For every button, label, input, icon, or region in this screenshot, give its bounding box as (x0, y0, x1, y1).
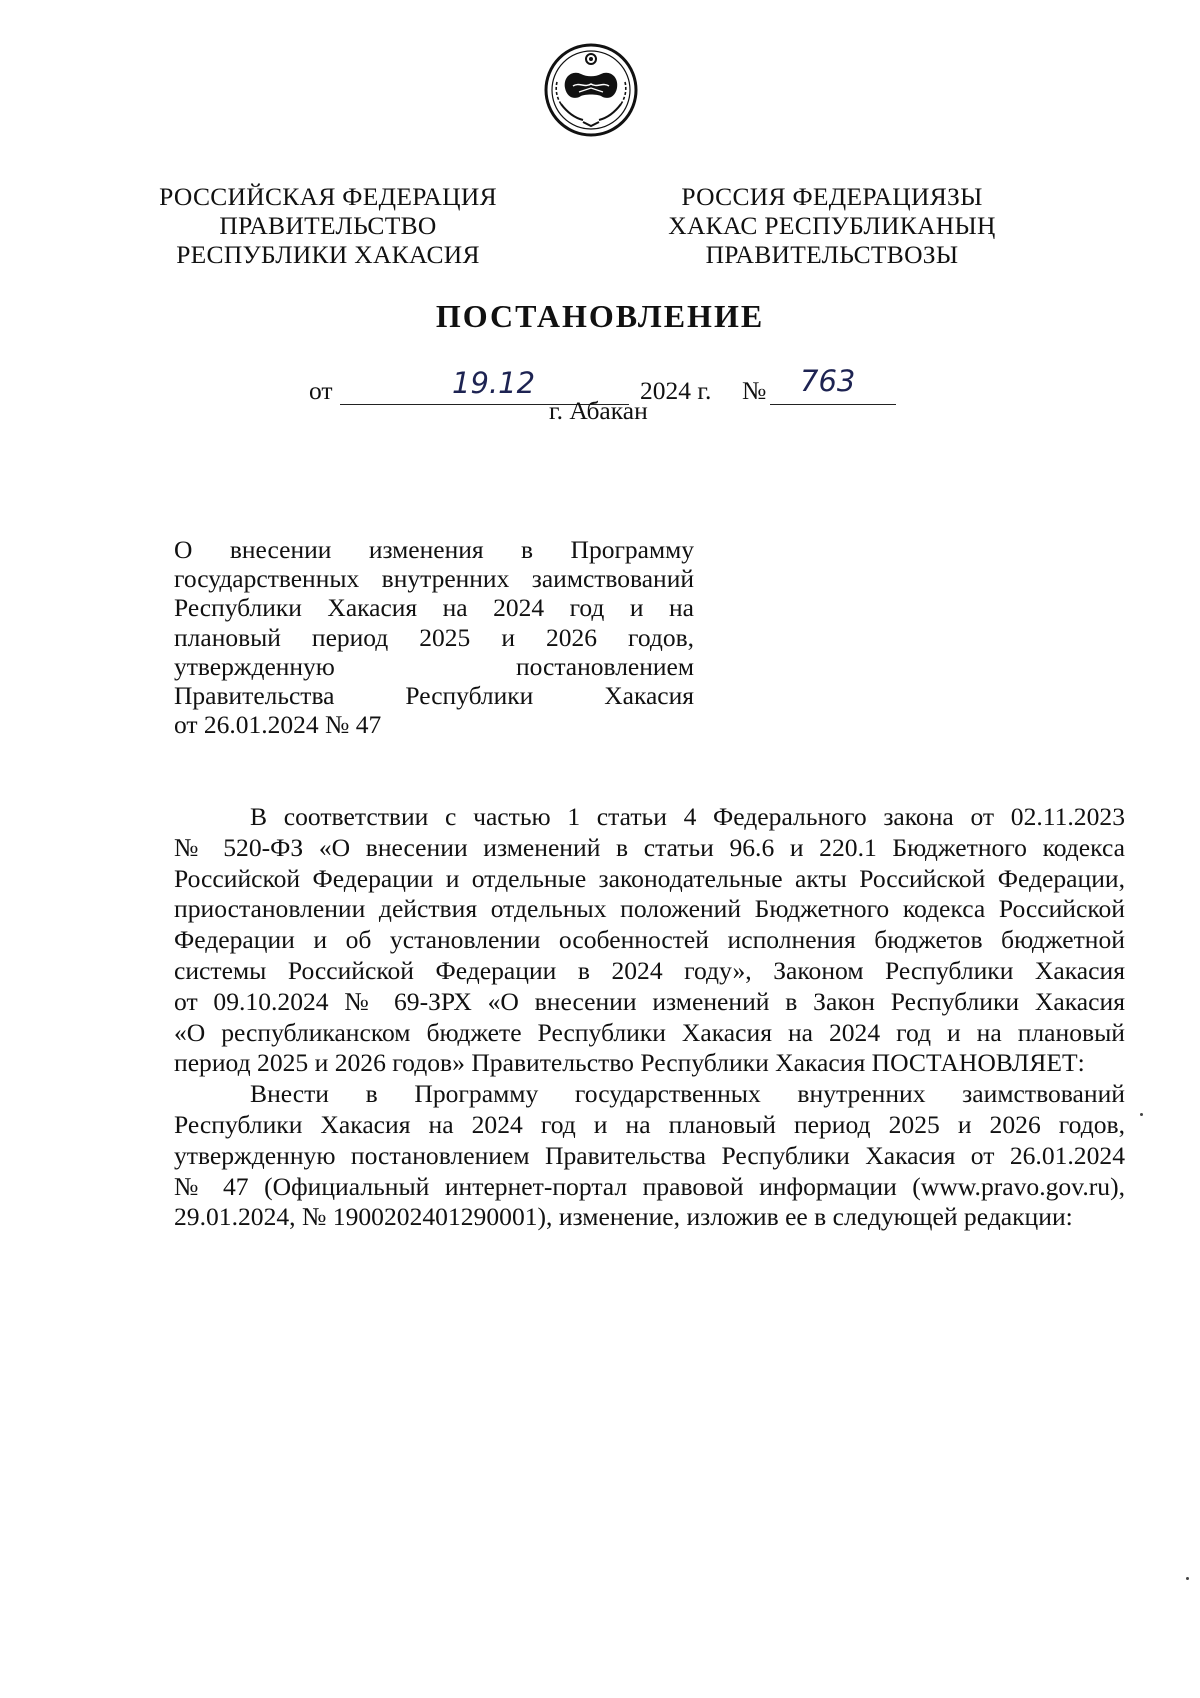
header-right-line: ХАКАС РЕСПУБЛИКАНЫҢ (668, 211, 996, 240)
body-line: от 09.10.2024 № 69-ЗРХ «О внесении изменений в Закон Республики Хакасия (174, 986, 1125, 1016)
date-year: 2024 г. (640, 376, 712, 405)
body-line: Внести в Программу государственных внутренних заимствований (250, 1079, 1125, 1109)
subject-line: от 26.01.2024 № 47 (174, 710, 382, 740)
body-line: «О республиканском бюджете Республики Хакасия на 2024 год и на плановый (174, 1017, 1125, 1047)
number-label: № (742, 376, 767, 405)
header-right-line: РОССИЯ ФЕДЕРАЦИЯЗЫ (681, 182, 983, 211)
handwritten-number: 763 (800, 364, 856, 398)
body-line: № 520-ФЗ «О внесении изменений в статьи 96.6 и 220.1 Бюджетного кодекса (174, 832, 1125, 862)
body-line: 29.01.2024, № 1900202401290001), изменение, изложив ее в следующей редакции: (174, 1202, 1073, 1232)
body-line: Российской Федерации и отдельные законодательные акты Российской Федерации, (174, 863, 1125, 893)
subject-line: государственных внутренних заимствований (174, 564, 694, 594)
header-left-line: РОССИЙСКАЯ ФЕДЕРАЦИЯ (159, 182, 497, 211)
header-left-block (148, 182, 508, 269)
scan-speck (1140, 1113, 1143, 1116)
city-name: г. Абакан (549, 396, 648, 425)
subject-line: утвержденную постановлением (174, 651, 694, 681)
body-line: период 2025 и 2026 годов» Правительство Республики Хакасия ПОСТАНОВЛЯЕТ: (174, 1048, 1085, 1078)
body-line: В соответствии с частью 1 статьи 4 Федерального закона от 02.11.2023 (250, 802, 1125, 831)
body-line: утвержденную постановлением Правительства Республики Хакасия от 26.01.2024 (174, 1140, 1125, 1170)
body-line: Федерации и об установлении особенностей исполнения бюджетов бюджетной (174, 925, 1125, 955)
document-title: ПОСТАНОВЛЕНИЕ (435, 298, 765, 334)
date-prefix: от (309, 376, 333, 405)
body-line: системы Российской Федерации в 2024 году», Законом Республики Хакасия (174, 955, 1125, 985)
subject-line: плановый период 2025 и 2026 годов, (174, 622, 694, 652)
header-left-line: ПРАВИТЕЛЬСТВО (219, 211, 437, 240)
subject-line: Правительства Республики Хакасия (174, 681, 694, 711)
document-subject (174, 535, 694, 739)
document-body (174, 802, 1125, 1233)
header-left-line: РЕСПУБЛИКИ ХАКАСИЯ (176, 240, 480, 269)
header-right-line: ПРАВИТЕЛЬСТВОЗЫ (705, 240, 959, 269)
subject-line: Республики Хакасия на 2024 год и на (174, 593, 694, 623)
body-line: № 47 (Официальный интернет-портал правовой информации (www.pravo.gov.ru), (174, 1171, 1125, 1201)
coat-of-arms-icon (543, 42, 639, 138)
subject-line: О внесении изменения в Программу (174, 535, 694, 564)
body-line: Республики Хакасия на 2024 год и на плановый период 2025 и 2026 годов, (174, 1109, 1125, 1139)
scan-speck (1186, 1577, 1189, 1580)
handwritten-date: 19.12 (452, 366, 536, 400)
body-line: приостановлении действия отдельных положений Бюджетного кодекса Российской (174, 894, 1125, 924)
header-right-block (652, 182, 1012, 269)
